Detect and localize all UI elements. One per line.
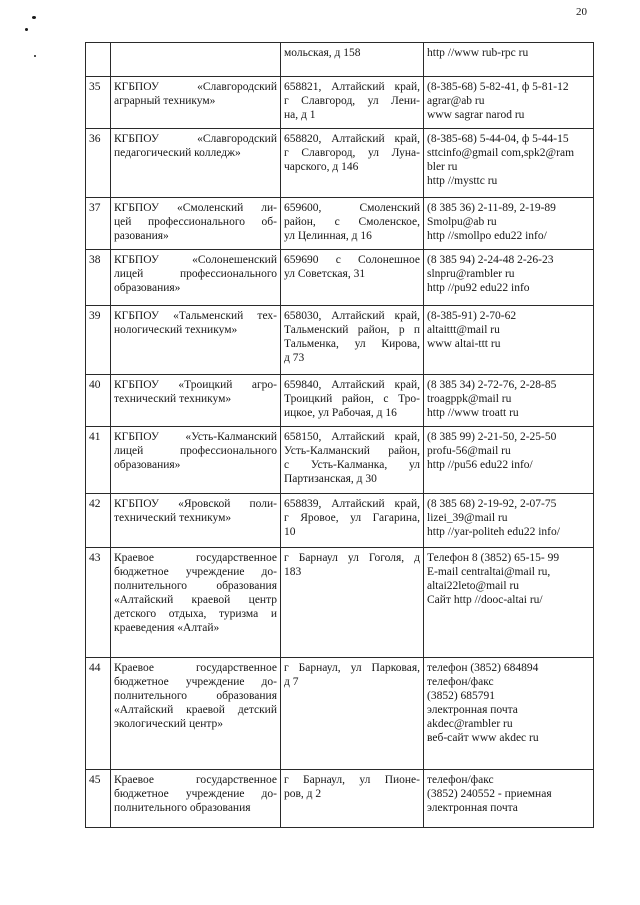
organization-address-line: Партизанская, д 30 xyxy=(284,473,377,485)
organization-name-line: КГБПОУ «Славгородский xyxy=(114,133,277,145)
organization-address-line: г Славгород, ул Лени- xyxy=(284,95,420,107)
organization-contacts xyxy=(424,770,594,828)
organization-address-line: мольская, д 158 xyxy=(284,47,361,59)
organization-name-line: «Алтайский краевой центр xyxy=(114,594,277,606)
organization-address-line: 659690 с Солонешное xyxy=(284,254,420,266)
organization-address-line: ицкое, ул Рабочая, д 16 xyxy=(284,407,397,419)
organization-name xyxy=(111,306,281,375)
organization-name xyxy=(111,129,281,198)
organization-contacts-line: E-mail centraltai@mail ru, xyxy=(427,566,551,578)
organization-address-line: 183 xyxy=(284,566,302,578)
organization-address xyxy=(281,43,424,77)
organization-address xyxy=(281,375,424,427)
organization-address-line: Усть-Калманский район, xyxy=(284,445,420,457)
organization-contacts-line: (8 385 99) 2-21-50, 2-25-50 xyxy=(427,431,557,443)
scan-speck xyxy=(25,28,28,31)
row-number: 38 xyxy=(86,250,111,306)
organization-contacts xyxy=(424,198,594,250)
scan-speck xyxy=(34,55,36,57)
row-number: 40 xyxy=(86,375,111,427)
organization-address-line: Троицкий район, с Тро- xyxy=(284,393,420,405)
table-row xyxy=(86,77,594,129)
organization-contacts xyxy=(424,494,594,548)
organization-address-line: 659600, Смоленский xyxy=(284,202,420,214)
organization-name-line: нологический техникум» xyxy=(114,324,238,336)
organization-contacts xyxy=(424,43,594,77)
organization-name-line: разования» xyxy=(114,230,169,242)
organization-address-line: г Барнаул ул Гоголя, д xyxy=(284,552,420,564)
organization-name-line: Краевое государственное xyxy=(114,552,277,564)
organization-contacts-line: (8-385-68) 5-82-41, ф 5-81-12 xyxy=(427,81,569,93)
organization-address xyxy=(281,306,424,375)
organization-contacts-line: телефон/факс xyxy=(427,676,494,688)
organization-address-line: с Усть-Калманка, ул xyxy=(284,459,420,471)
organization-contacts xyxy=(424,306,594,375)
organization-address-line: 10 xyxy=(284,526,296,538)
organization-contacts-line: телефон (3852) 684894 xyxy=(427,662,539,674)
organization-name xyxy=(111,494,281,548)
organization-address xyxy=(281,548,424,658)
row-number: 39 xyxy=(86,306,111,375)
organization-address-line: г Барнаул, ул Пионе- xyxy=(284,774,420,786)
organization-name xyxy=(111,77,281,129)
organization-contacts xyxy=(424,77,594,129)
table-row xyxy=(86,375,594,427)
organization-name xyxy=(111,375,281,427)
organization-address-line: ров, д 2 xyxy=(284,788,322,800)
page-number: 20 xyxy=(576,6,587,18)
scan-speck xyxy=(32,16,36,19)
table-row xyxy=(86,250,594,306)
organization-name-line: КГБПОУ «Тальменский тех- xyxy=(114,310,277,322)
organization-address-line: 658150, Алтайский край, xyxy=(284,431,420,443)
organization-name xyxy=(111,250,281,306)
row-number: 36 xyxy=(86,129,111,198)
organization-contacts-line: телефон/факс xyxy=(427,774,494,786)
organization-address-line: 658839, Алтайский край, xyxy=(284,498,420,510)
organization-contacts-line: (8 385 36) 2-11-89, 2-19-89 xyxy=(427,202,556,214)
organization-name-line: КГБПОУ «Усть-Калманский xyxy=(114,431,277,443)
organization-contacts xyxy=(424,658,594,770)
organization-contacts-line: (3852) 240552 - приемная xyxy=(427,788,552,800)
organization-name-line: полнительного образования xyxy=(114,802,251,814)
organization-name-line: технический техникум» xyxy=(114,393,232,405)
organization-contacts-line: sttcinfo@gmail com,spk2@ram xyxy=(427,147,575,159)
table-body xyxy=(86,43,594,828)
organization-address-line: д 7 xyxy=(284,676,299,688)
row-number: 43 xyxy=(86,548,111,658)
organization-name-line: Краевое государственное xyxy=(114,774,277,786)
organization-contacts xyxy=(424,548,594,658)
row-number: 35 xyxy=(86,77,111,129)
organization-name xyxy=(111,658,281,770)
organization-contacts xyxy=(424,129,594,198)
organization-name xyxy=(111,198,281,250)
organization-name-line: КГБПОУ «Троицкий агро- xyxy=(114,379,277,391)
organization-address-line: на, д 1 xyxy=(284,109,316,121)
organization-address-line: 658821, Алтайский край, xyxy=(284,81,420,93)
organization-address xyxy=(281,494,424,548)
organization-contacts-line: lizei_39@mail ru xyxy=(427,512,508,524)
organization-name-line: образования» xyxy=(114,282,181,294)
organization-contacts-line: (8-385-68) 5-44-04, ф 5-44-15 xyxy=(427,133,569,145)
organization-name-line: аграрный техникум» xyxy=(114,95,216,107)
organization-address xyxy=(281,198,424,250)
organization-contacts-line: веб-сайт www akdec ru xyxy=(427,732,539,744)
organization-contacts-line: (8 385 34) 2-72-76, 2-28-85 xyxy=(427,379,557,391)
organization-name-line: «Алтайский краевой детский xyxy=(114,704,277,716)
organization-address xyxy=(281,250,424,306)
table-row xyxy=(86,43,594,77)
table-row xyxy=(86,129,594,198)
organization-address-line: 658820, Алтайский край, xyxy=(284,133,420,145)
organization-address-line: Тальменский район, р п xyxy=(284,324,420,336)
organization-name-line: краеведения «Алтай» xyxy=(114,622,220,634)
row-number: 44 xyxy=(86,658,111,770)
organization-contacts-line: http //smollpo edu22 info/ xyxy=(427,230,547,242)
organization-address-line: г Барнаул, ул Парковая, xyxy=(284,662,420,674)
organization-contacts-line: (8 385 68) 2-19-92, 2-07-75 xyxy=(427,498,557,510)
organization-name-line: КГБПОУ «Славгородский xyxy=(114,81,277,93)
organization-contacts-line: Сайт http //dooc-altai ru/ xyxy=(427,594,543,606)
organization-name-line: бюджетное учреждение до- xyxy=(114,566,277,578)
organization-contacts-line: http //www rub-rpc ru xyxy=(427,47,529,59)
row-number: 41 xyxy=(86,427,111,494)
organization-contacts-line: altaittt@mail ru xyxy=(427,324,500,336)
organization-name-line: КГБПОУ «Смоленский ли- xyxy=(114,202,277,214)
organization-contacts-line: (8-385-91) 2-70-62 xyxy=(427,310,517,322)
organization-address-line: Тальменка, ул Кирова, xyxy=(284,338,420,350)
organization-contacts-line: http //pu56 edu22 info/ xyxy=(427,459,533,471)
organization-contacts-line: Телефон 8 (3852) 65-15- 99 xyxy=(427,552,560,564)
row-number: 37 xyxy=(86,198,111,250)
organization-address-line: д 73 xyxy=(284,352,305,364)
organization-contacts-line: (3852) 685791 xyxy=(427,690,496,702)
organization-name-line: КГБПОУ «Солонешенский xyxy=(114,254,277,266)
organization-address-line: ул Целинная, д 16 xyxy=(284,230,372,242)
organization-name-line: экологический центр» xyxy=(114,718,224,730)
organization-contacts xyxy=(424,427,594,494)
organization-name xyxy=(111,548,281,658)
organization-contacts-line: электронная почта xyxy=(427,802,518,814)
organization-name-line: лицей профессионального xyxy=(114,445,277,457)
organization-name-line: Краевое государственное xyxy=(114,662,277,674)
organization-address-line: чарского, д 146 xyxy=(284,161,359,173)
table-row xyxy=(86,770,594,828)
organization-name-line: лицей профессионального xyxy=(114,268,277,280)
organization-contacts-line: agrar@ab ru xyxy=(427,95,485,107)
organization-name-line: полнительного образования xyxy=(114,690,277,702)
organization-name xyxy=(111,770,281,828)
table-row xyxy=(86,494,594,548)
organization-address-line: г Славгород, ул Луна- xyxy=(284,147,420,159)
row-number: 42 xyxy=(86,494,111,548)
organization-contacts-line: www altai-ttt ru xyxy=(427,338,501,350)
organization-contacts xyxy=(424,250,594,306)
organization-contacts-line: slnpru@rambler ru xyxy=(427,268,515,280)
organization-contacts-line: http //pu92 edu22 info xyxy=(427,282,530,294)
organization-contacts-line: bler ru xyxy=(427,161,458,173)
organization-address-line: район, с Смоленское, xyxy=(284,216,420,228)
organization-contacts-line: troagppk@mail ru xyxy=(427,393,512,405)
institutions-table xyxy=(85,42,594,828)
organization-name-line: педагогический колледж» xyxy=(114,147,241,159)
organization-contacts-line: http //www troatt ru xyxy=(427,407,519,419)
organization-name-line: КГБПОУ «Яровской поли- xyxy=(114,498,277,510)
organization-address-line: ул Советская, 31 xyxy=(284,268,366,280)
organization-contacts-line: (8 385 94) 2-24-48 2-26-23 xyxy=(427,254,554,266)
organization-address xyxy=(281,129,424,198)
table-row xyxy=(86,306,594,375)
organization-address-line: 658030, Алтайский край, xyxy=(284,310,420,322)
organization-contacts-line: http //mysttc ru xyxy=(427,175,498,187)
row-number: 45 xyxy=(86,770,111,828)
organization-name-line: образования» xyxy=(114,459,181,471)
organization-contacts xyxy=(424,375,594,427)
organization-name xyxy=(111,43,281,77)
organization-contacts-line: profu-56@mail ru xyxy=(427,445,511,457)
organization-address-line: 659840, Алтайский край, xyxy=(284,379,420,391)
table-row xyxy=(86,658,594,770)
organization-contacts-line: akdec@rambler ru xyxy=(427,718,513,730)
table-row xyxy=(86,427,594,494)
organization-contacts-line: электронная почта xyxy=(427,704,518,716)
row-number xyxy=(86,43,111,77)
organization-address xyxy=(281,77,424,129)
organization-contacts-line: www sagrar narod ru xyxy=(427,109,525,121)
organization-address xyxy=(281,770,424,828)
organization-contacts-line: http //yar-politeh edu22 info/ xyxy=(427,526,560,538)
organization-name-line: детского отдыха, туризма и xyxy=(114,608,277,620)
organization-name-line: технический техникум» xyxy=(114,512,232,524)
organization-name-line: бюджетное учреждение до- xyxy=(114,788,277,800)
organization-name-line: бюджетное учреждение до- xyxy=(114,676,277,688)
table-row xyxy=(86,548,594,658)
table-row xyxy=(86,198,594,250)
organization-address-line: г Яровое, ул Гагарина, xyxy=(284,512,420,524)
organization-address xyxy=(281,658,424,770)
organization-address xyxy=(281,427,424,494)
organization-name-line: цей профессионального об- xyxy=(114,216,277,228)
organization-contacts-line: Smolpu@ab ru xyxy=(427,216,497,228)
organization-name xyxy=(111,427,281,494)
organization-contacts-line: altai22leto@mail ru xyxy=(427,580,520,592)
organization-name-line: полнительного образования xyxy=(114,580,277,592)
